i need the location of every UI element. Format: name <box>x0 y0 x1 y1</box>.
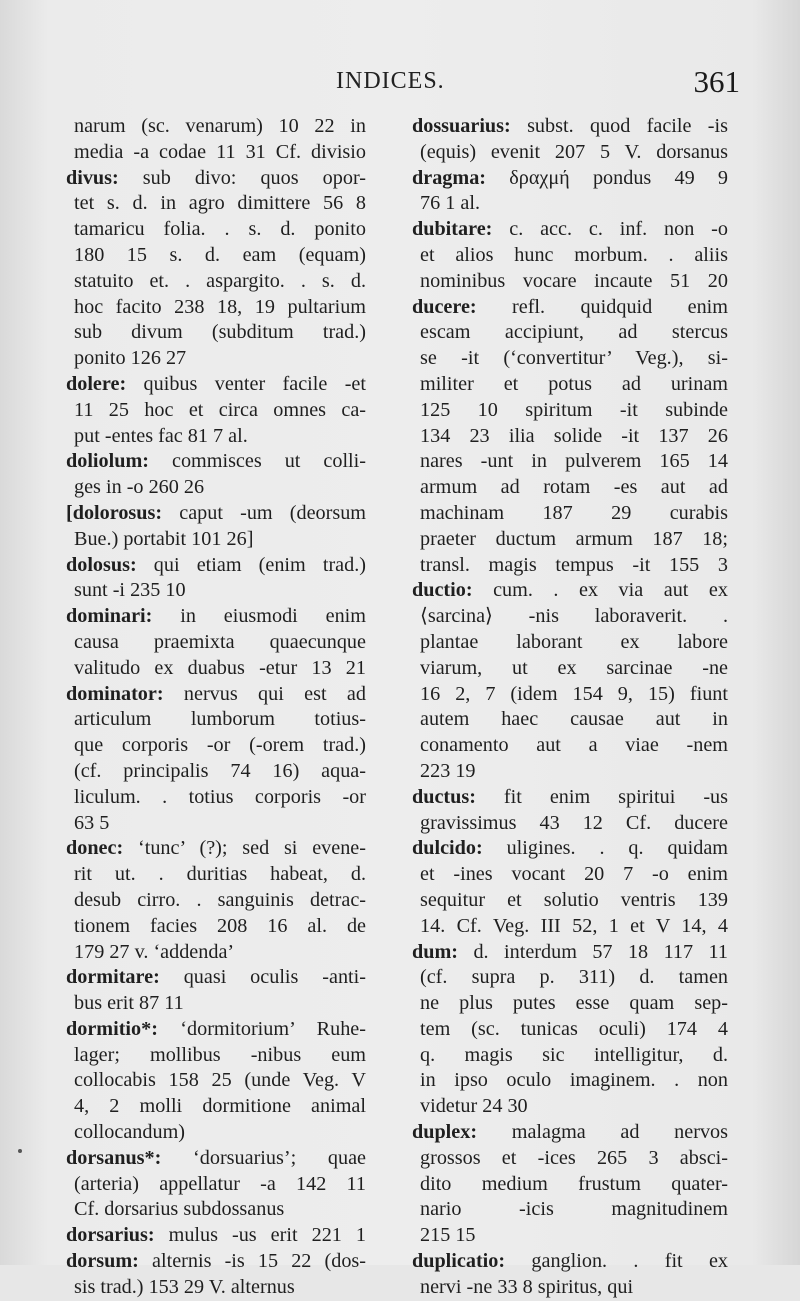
index-line <box>66 449 366 475</box>
index-line-text: tionem facies 208 16 al. de <box>74 914 366 937</box>
index-line <box>66 1146 366 1172</box>
index-line <box>66 811 366 837</box>
index-line-text: autem haec causae aut in <box>420 708 728 731</box>
index-line <box>412 682 728 708</box>
headword: duplex: <box>412 1121 478 1144</box>
index-line-text: Cf. dorsarius subdossanus <box>74 1198 285 1221</box>
index-line <box>412 1249 728 1275</box>
index-line-text: ne plus putes esse quam sep- <box>420 992 728 1015</box>
index-line-text: praeter ductum armum 187 18; <box>420 527 728 550</box>
index-line <box>66 114 366 140</box>
index-line <box>412 1120 728 1146</box>
index-line <box>66 553 366 579</box>
headword: dum: <box>412 940 458 963</box>
index-line <box>412 398 728 424</box>
index-line <box>412 965 728 991</box>
index-line <box>66 1275 366 1301</box>
index-line-text: 180 15 s. d. eam (equam) <box>74 243 366 266</box>
headword: dorsum: <box>66 1250 139 1273</box>
index-line-text: liculum. . totius corporis -or <box>74 785 366 808</box>
index-line <box>412 501 728 527</box>
index-line <box>66 372 366 398</box>
index-line-text: videtur 24 30 <box>420 1095 528 1118</box>
index-line-text: alternis -is 15 22 (dos- <box>138 1250 366 1273</box>
index-line <box>66 604 366 630</box>
index-line <box>412 836 728 862</box>
index-line <box>66 346 366 372</box>
index-line <box>412 1172 728 1198</box>
index-line-text: desub cirro. . sanguinis detrac- <box>74 888 366 911</box>
index-line-text: nares -unt in pulverem 165 14 <box>420 450 728 473</box>
index-line <box>412 475 728 501</box>
headword: duplicatio: <box>412 1250 506 1273</box>
index-line-text: statuito et. . aspargito. . s. d. <box>74 269 366 292</box>
index-line <box>66 965 366 991</box>
index-line <box>66 475 366 501</box>
index-line <box>66 1120 366 1146</box>
index-line-text: sub divum (subditum trad.) <box>74 321 366 344</box>
index-line <box>412 811 728 837</box>
index-line <box>66 424 366 450</box>
index-line <box>66 1197 366 1223</box>
index-line <box>66 166 366 192</box>
index-line <box>66 759 366 785</box>
headword: dorsarius: <box>66 1224 155 1247</box>
index-line <box>412 320 728 346</box>
index-line <box>412 656 728 682</box>
index-line-text: armum ad rotam -es aut ad <box>420 476 728 499</box>
index-line-text: articulum lumborum totius- <box>74 708 366 731</box>
index-line-text: d. interdum 57 18 117 11 <box>458 940 728 963</box>
headword: ductio: <box>412 579 473 602</box>
index-line <box>412 346 728 372</box>
index-line <box>412 449 728 475</box>
index-line-text: narum (sc. venarum) 10 22 in <box>74 115 366 137</box>
running-title: INDICES. <box>336 68 445 94</box>
index-line-text: grossos et -ices 265 3 absci- <box>420 1146 728 1169</box>
index-line <box>66 656 366 682</box>
index-line <box>66 243 366 269</box>
index-line <box>412 553 728 579</box>
index-line <box>412 1043 728 1069</box>
index-line <box>412 604 728 630</box>
index-line <box>412 269 728 295</box>
index-line <box>66 1068 366 1094</box>
index-line-text: plantae laborant ex labore <box>420 630 728 653</box>
index-line <box>66 862 366 888</box>
index-line-text: in ipso oculo imaginem. . non <box>420 1069 728 1092</box>
index-line-text: δραχμή pondus 49 9 <box>486 166 728 189</box>
index-line-text: bus erit 87 11 <box>74 992 184 1015</box>
index-line-text: 223 19 <box>420 759 476 782</box>
index-line-text: uligines. . q. quidam <box>482 837 728 860</box>
index-line-text: 76 1 al. <box>420 192 480 215</box>
index-line <box>412 295 728 321</box>
headword: doliolum: <box>66 450 150 473</box>
index-line <box>412 914 728 940</box>
index-line <box>66 1094 366 1120</box>
index-line-text: conamento aut a viae -nem <box>420 734 728 757</box>
index-line <box>412 527 728 553</box>
index-line <box>412 888 728 914</box>
index-line <box>412 578 728 604</box>
index-line <box>66 398 366 424</box>
index-line-text: ⟨sarcina⟩ -nis laboraverit. . <box>420 605 728 628</box>
index-line-text: nervus qui est ad <box>163 682 366 705</box>
index-line <box>412 1197 728 1223</box>
index-line <box>412 1017 728 1043</box>
index-line <box>66 320 366 346</box>
index-line-text: ges in -o 260 26 <box>74 476 205 499</box>
index-line-text: c. acc. c. inf. non -o <box>492 218 728 241</box>
index-line <box>412 1223 728 1249</box>
headword: dominator: <box>66 682 164 705</box>
index-line <box>412 759 728 785</box>
index-line <box>412 140 728 166</box>
index-line-text: lager; mollibus -nibus eum <box>74 1043 366 1066</box>
headword: dubitare: <box>412 218 493 241</box>
index-line-text: nervi -ne 33 8 spiritus, qui <box>420 1275 634 1298</box>
index-line-text: nario -icis magnitudinem <box>420 1198 728 1221</box>
index-line-text: et alios hunc morbum. . aliis <box>420 243 728 266</box>
index-line-text: ganglion. . fit ex <box>505 1250 728 1273</box>
index-line-text: qui etiam (enim trad.) <box>136 553 366 576</box>
index-line-text: collocandum) <box>74 1121 185 1144</box>
index-column-right <box>412 114 728 1301</box>
index-line-text: 125 10 spiritum -it subinde <box>420 398 728 421</box>
index-line-text: valitudo ex duabus -etur 13 21 <box>74 656 366 679</box>
index-line <box>412 114 728 140</box>
index-line-text: media -a codae 11 31 Cf. divisio <box>74 140 366 163</box>
index-line <box>66 682 366 708</box>
headword: donec: <box>66 837 124 860</box>
index-line <box>412 733 728 759</box>
index-line-text: quasi oculis -anti- <box>159 966 366 989</box>
index-line <box>412 630 728 656</box>
headword: dolosus: <box>66 553 137 576</box>
index-line-text: 16 2, 7 (idem 154 9, 15) fiunt <box>420 682 728 705</box>
index-line-text: ponito 126 27 <box>74 347 187 370</box>
index-line <box>66 914 366 940</box>
index-line <box>66 836 366 862</box>
index-line-text: q. magis sic intelligitur, d. <box>420 1043 728 1066</box>
index-line-text: se -it (‘convertitur’ Veg.), si- <box>420 347 728 370</box>
index-line-text: que corporis -or (-orem trad.) <box>74 734 366 757</box>
index-line-text: mulus -us erit 221 1 <box>154 1224 366 1247</box>
index-line-text: Bue.) portabit 101 26] <box>74 527 254 550</box>
index-line-text: in eiusmodi enim <box>152 605 366 628</box>
index-line <box>412 424 728 450</box>
index-line-text: viarum, ut ex sarcinae -ne <box>420 656 728 679</box>
headword: dragma: <box>412 166 487 189</box>
index-line <box>66 269 366 295</box>
headword: dominari: <box>66 605 153 628</box>
index-line-text: 215 15 <box>420 1224 476 1247</box>
index-line <box>412 166 728 192</box>
index-line-text: 134 23 ilia solide -it 137 26 <box>420 424 728 447</box>
headword: dorsanus*: <box>66 1146 162 1169</box>
index-line-text: dito medium frustum quater- <box>420 1172 728 1195</box>
headword: ductus: <box>412 785 476 808</box>
index-line-text: sub divo: quos opor- <box>118 166 366 189</box>
headword: dormitare: <box>66 966 160 989</box>
index-line <box>412 1275 728 1301</box>
index-line-text: gravissimus 43 12 Cf. ducere <box>420 811 728 834</box>
index-line <box>66 578 366 604</box>
index-line-text: et -ines vocant 20 7 -o enim <box>420 863 728 886</box>
index-line-text: tet s. d. in agro dimittere 56 8 <box>74 192 366 215</box>
index-line-text: subst. quod facile -is <box>510 115 728 137</box>
index-line-text: nominibus vocare incaute 51 20 <box>420 269 728 292</box>
index-line-text: sis trad.) 153 29 V. alternus <box>74 1275 295 1298</box>
index-line-text: hoc facito 238 18, 19 pultarium <box>74 295 366 318</box>
index-line-text: 63 5 <box>74 811 110 834</box>
index-line-text: fit enim spiritui -us <box>475 785 728 808</box>
index-line <box>66 1017 366 1043</box>
index-line-text: (cf. supra p. 311) d. tamen <box>420 966 728 989</box>
index-line-text: 11 25 hoc et circa omnes ca- <box>74 398 366 421</box>
index-line <box>66 707 366 733</box>
index-line <box>412 191 728 217</box>
index-line-text: machinam 187 29 curabis <box>420 501 728 524</box>
index-line <box>412 862 728 888</box>
index-line-text: quibus venter facile -et <box>126 372 366 395</box>
index-line <box>66 140 366 166</box>
headword: divus: <box>66 166 119 189</box>
index-line-text: cum. . ex via aut ex <box>472 579 728 602</box>
index-line-text: militer et potus ad urinam <box>420 372 728 395</box>
index-line-text: rit ut. . duritias habeat, d. <box>74 863 366 886</box>
index-line <box>66 1172 366 1198</box>
index-line <box>412 991 728 1017</box>
headword: dormitio*: <box>66 1017 158 1040</box>
index-line <box>412 1068 728 1094</box>
page-number: 361 <box>693 64 740 99</box>
running-head <box>0 64 800 104</box>
index-line-text: put -entes fac 81 7 al. <box>74 424 248 447</box>
index-line <box>66 1223 366 1249</box>
index-line-text: malagma ad nervos <box>477 1121 728 1144</box>
index-line <box>412 372 728 398</box>
index-line <box>412 707 728 733</box>
index-line <box>66 991 366 1017</box>
index-line <box>66 940 366 966</box>
index-line <box>66 217 366 243</box>
index-line <box>412 243 728 269</box>
index-line <box>412 1146 728 1172</box>
index-line <box>66 1249 366 1275</box>
index-line <box>412 217 728 243</box>
index-line <box>66 295 366 321</box>
index-line-text: 14. Cf. Veg. III 52, 1 et V 14, 4 <box>420 914 728 937</box>
index-line-text: ‘tunc’ (?); sed si evene- <box>123 837 366 860</box>
index-line-text: collocabis 158 25 (unde Veg. V <box>74 1069 366 1092</box>
index-line <box>412 1094 728 1120</box>
index-line <box>66 888 366 914</box>
margin-speck <box>18 1149 22 1153</box>
index-line-text: escam accipiunt, ad stercus <box>420 321 728 344</box>
index-line-text: tamaricu folia. . s. d. ponito <box>74 218 366 241</box>
index-line-text: refl. quidquid enim <box>476 295 728 318</box>
index-line-text: tem (sc. tunicas oculi) 174 4 <box>420 1017 728 1040</box>
index-line-text: transl. magis tempus -it 155 3 <box>420 553 728 576</box>
index-line <box>66 630 366 656</box>
index-column-left <box>66 114 366 1301</box>
headword: ducere: <box>412 295 477 318</box>
index-line-text: commisces ut colli- <box>149 450 366 473</box>
index-line-text: causa praemixta quaecunque <box>74 630 366 653</box>
index-line-text: sequitur et solutio ventris 139 <box>420 888 728 911</box>
headword: dulcido: <box>412 837 483 860</box>
index-line-text: (arteria) appellatur -a 142 11 <box>74 1172 366 1195</box>
index-line-text: ‘dorsuarius’; quae <box>161 1146 366 1169</box>
headword: dolere: <box>66 372 127 395</box>
headword: dossuarius: <box>412 115 511 137</box>
index-line <box>66 501 366 527</box>
index-line <box>66 527 366 553</box>
index-line-text: (equis) evenit 207 5 V. dorsanus <box>420 140 728 163</box>
index-line <box>66 733 366 759</box>
index-line <box>66 1043 366 1069</box>
index-line-text: 4, 2 molli dormitione animal <box>74 1095 366 1118</box>
index-line <box>412 940 728 966</box>
index-line <box>66 191 366 217</box>
headword: [dolorosus: <box>66 501 163 524</box>
index-line-text: caput -um (deorsum <box>162 501 366 524</box>
index-line-text: 179 27 v. ‘addenda’ <box>74 940 235 963</box>
index-line <box>66 785 366 811</box>
index-line-text: sunt -i 235 10 <box>74 579 186 602</box>
index-line-text: ‘dormitorium’ Ruhe- <box>157 1017 366 1040</box>
index-line <box>412 785 728 811</box>
index-line-text: (cf. principalis 74 16) aqua- <box>74 759 366 782</box>
